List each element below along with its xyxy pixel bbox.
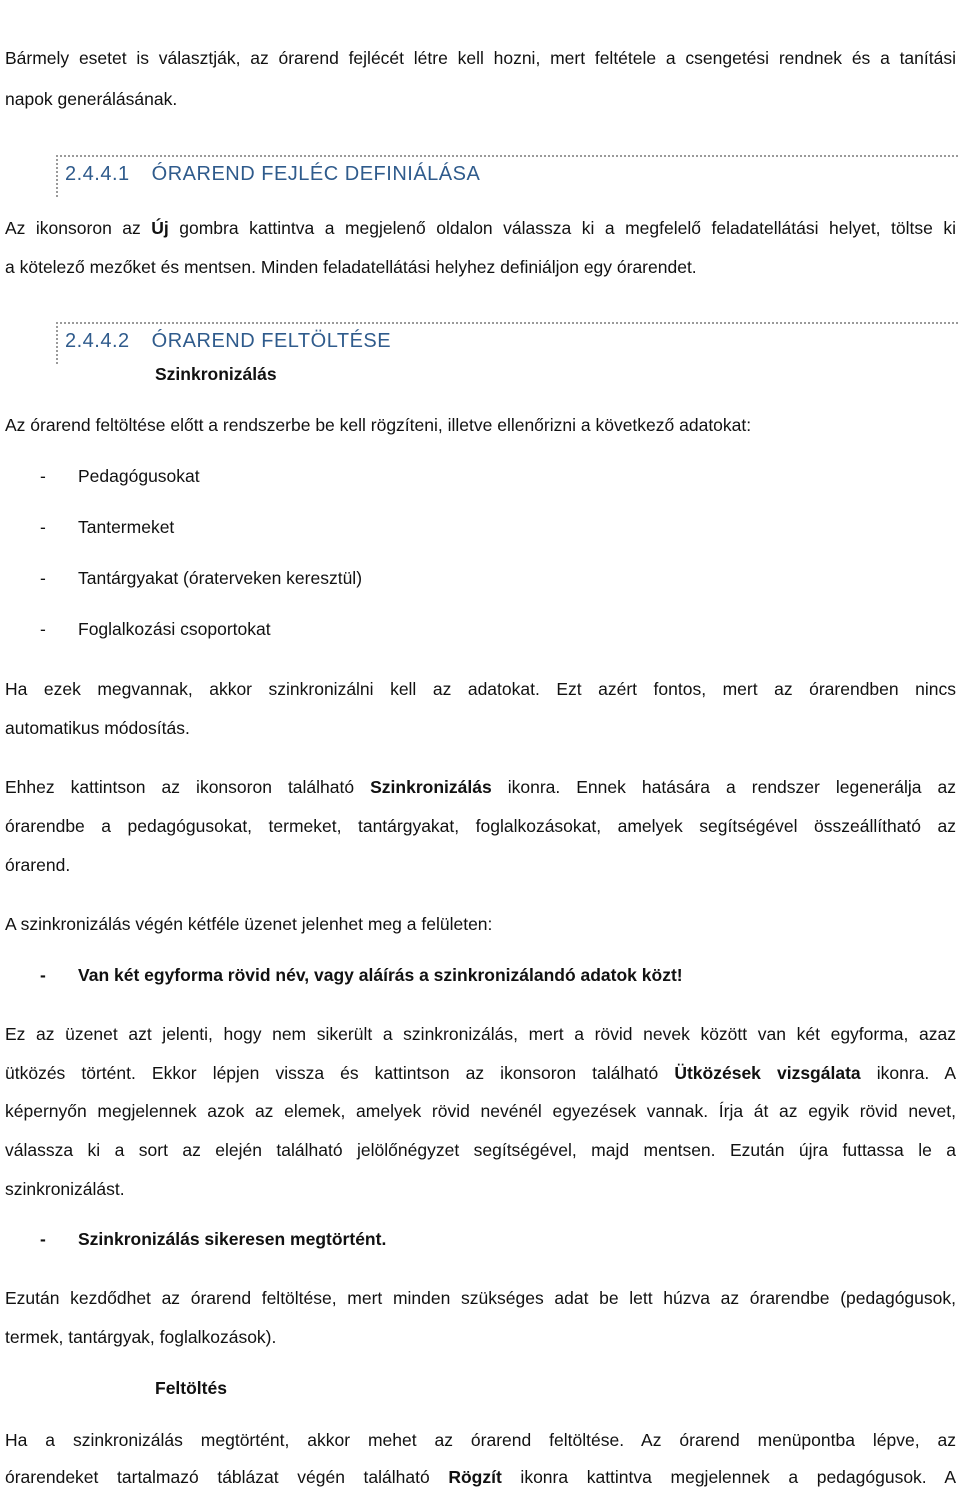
section-title: ÓRAREND FELTÖLTÉSE: [151, 330, 392, 352]
paragraph-line: Az ikonsoron az Új gombra kattintva a megjelenő oldalon válassza ki a megfelelő feladatellátási helyet, töltse ki: [5, 218, 956, 238]
paragraph-line: Ezután kezdődhet az órarend feltöltése, mert minden szükséges adat be lett húzva az órarendbe (pedagógusok,: [5, 1288, 956, 1308]
paragraph-line: Az órarend feltöltése előtt a rendszerbe be kell rögzíteni, illetve ellenőrizni a következő adatokat:: [5, 415, 752, 435]
paragraph-line: szinkronizálást.: [5, 1179, 125, 1199]
paragraph-line: órarendeket tartalmazó táblázat végén található Rögzít ikonra kattintva megjelennek a pedagógusok. A: [5, 1467, 956, 1487]
message-item: - Van két egyforma rövid név, vagy aláírás a szinkronizálandó adatok közt!: [40, 965, 683, 985]
paragraph-line: termek, tantárgyak, foglalkozások).: [5, 1327, 277, 1347]
paragraph-line: Ha ezek megvannak, akkor szinkronizálni kell az adatokat. Ezt azért fontos, mert az órarendben nincs: [5, 679, 956, 699]
bold-term-uj: Új: [151, 218, 169, 238]
list-item: - Pedagógusokat: [40, 466, 200, 486]
paragraph-line: órarend.: [5, 855, 71, 875]
message-item: - Szinkronizálás sikeresen megtörtént.: [40, 1229, 387, 1249]
intro-line-1: Bármely esetet is választják, az órarend fejlécét létre kell hozni, mert feltétele a csengetési rendnek és a tanítási: [5, 48, 956, 68]
bold-term-szinkronizalas: Szinkronizálás: [370, 777, 492, 797]
paragraph-line: válassza ki a sort az elején található jelölőnégyzet segítségével, majd mentsen. Ezután újra futtassa le a: [5, 1140, 956, 1160]
section-heading-2: [56, 322, 960, 364]
subheading-szinkronizalas: Szinkronizálás: [155, 364, 277, 384]
paragraph-line: képernyőn megjelennek azok az elemek, amelyek rövid nevénél egyezések vannak. Írja át az egyik rövid nevet,: [5, 1101, 956, 1121]
list-item: - Tantárgyakat (óraterveken keresztül): [40, 568, 363, 588]
paragraph-line: automatikus módosítás.: [5, 718, 190, 738]
paragraph-line: Ez az üzenet azt jelenti, hogy nem sikerült a szinkronizálás, mert a rövid nevek között van két egyforma, azaz: [5, 1024, 956, 1044]
bold-term-rogzit: Rögzít: [448, 1467, 502, 1487]
section-number: 2.4.4.1: [65, 163, 130, 185]
list-item: - Tantermeket: [40, 517, 175, 537]
intro-line-2: napok generálásának.: [5, 89, 178, 109]
paragraph-line: A szinkronizálás végén kétféle üzenet jelenhet meg a felületen:: [5, 914, 493, 934]
paragraph-line: a kötelező mezőket és mentsen. Minden feladatellátási helyhez definiáljon egy órarendet.: [5, 257, 697, 277]
section-number: 2.4.4.2: [65, 330, 130, 352]
paragraph-line: ütközés történt. Ekkor lépjen vissza és kattintson az ikonsoron található Ütközések vizsgálata ikonra. A: [5, 1063, 956, 1083]
list-item: - Foglalkozási csoportokat: [40, 619, 271, 639]
section-heading-1: [56, 155, 960, 197]
section-title: ÓRAREND FEJLÉC DEFINIÁLÁSA: [151, 163, 481, 185]
paragraph-line: Ha a szinkronizálás megtörtént, akkor mehet az órarend feltöltése. Az órarend menüpontba lépve, az: [5, 1430, 956, 1450]
paragraph-line: Ehhez kattintson az ikonsoron található Szinkronizálás ikonra. Ennek hatására a rendszer legenerálja az: [5, 777, 956, 797]
bold-term-utkozesek: Ütközések vizsgálata: [674, 1063, 861, 1083]
paragraph-line: órarendbe a pedagógusokat, termeket, tantárgyakat, foglalkozásokat, amelyek segítségével összeállítható az: [5, 816, 956, 836]
subheading-feltoltes: Feltöltés: [155, 1378, 227, 1398]
